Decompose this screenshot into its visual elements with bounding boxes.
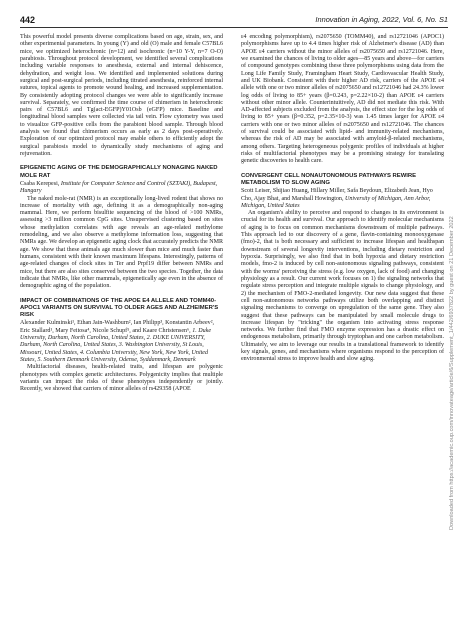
author-names: Scott Leiser, Shijiao Huang, Hillary Miller, Safa Beydoun, Elizabeth Jean, Hyo Cho, Ajay Bhat, and Marshall Howington, — [241, 188, 433, 202]
header-rule — [20, 27, 448, 28]
intro-paragraph: This powerful model presents diverse complications based on age, strain, sex, and other experimental parameters. In young (Y) and old (O) male and female C57BL6 mice, we optimized heterochronic (n=12) and isochronic (n=10 Y-Y, n=7 O-O) parabiosis. Throughout protocol development, we identified several complications including variable responses to anesthesia, external and internal dehiscence, dehydration, and weight loss. We identified and implemented solutions during surgical and post-surgical periods, including titrated anesthesia, reinforced internal sutures, topical agents to promote wound healing, and increased supplementation. By consistently adopting protocol changes we were able to significantly increase survival. Separately, we confirmed the time course of chimerism in heterochronic pairs of C57BL6 and Tg(act-EGFP)Y01Osb (eGFP) mice. Baseline and longitudinal blood samples were collected via tail vein. Flow cytometry was used to visualize GFP-positive cells from the parabiont blood sample. Through blood analysis we found that chimerism occurs as early as 2 days post-operatively. Exploration of our optimized protocol may enable others to efficiently adopt the surgical parabiosis model to dynamically study mechanisms of aging and rejuvenation. — [20, 34, 223, 157]
section-authors-cell-nonautonomous — [241, 188, 444, 210]
section-title-epigenetic-aging: EPIGENETIC AGING OF THE DEMOGRAPHICALLY NONAGING NAKED MOLE RAT — [20, 165, 218, 179]
page-number: 442 — [20, 15, 36, 25]
journal-citation: Innovation in Aging, 2022, Vol. 6, No. S1 — [315, 15, 448, 24]
abstract-body-epigenetic-aging: The naked mole-rat (NMR) is an exceptionally long-lived rodent that shows no increase of mortality with age, defining it as a demographically non-aging mammal. Here, we perform bisulfite sequencing of the blood of >100 NMRs, assessing >3 million common CpG sites. Unsupervised clustering based on sites whose methylation correlates with age reveals an age-related methylome remodeling, and we also observe a methylome information loss, suggesting that NMRs age. We develop an epigenetic aging clock that accurately predicts the NMR age. We show that these animals age much slower than mice and much faster than humans, consistent with their known maximum lifespans. Interestingly, patterns of age-related changes of clock sites in Ter and Prpf19 differ between NMRs and mice, but there are also sites conserved between the two species. Together, the data indicate that NMRs, like other mammals, epigenetically age even in the absence of demographic aging of the population. — [20, 195, 223, 290]
section-authors-apoe — [20, 320, 223, 364]
author-affiliation: 1. Duke University, Durham, North Carolina, United States, 2. DUKE UNIVERSITY, Durham, North Carolina, United States, 3. Washington University, St Louis, Missouri, United States, 4. Columbia University, New York, New York, United States, 5. Southern Denmark University, Odense, Syddanmark, Denmark — [20, 327, 212, 364]
author-affiliation: Institute for Computer Science and Control (SZTAKI), Budapest, Hungary — [20, 180, 218, 195]
page-header — [20, 12, 448, 28]
section-authors-epigenetic-aging — [20, 181, 223, 196]
download-watermark-text: Downloaded from https://academic.oup.com/innovateage/article/6/Supplement_1/442/6937822 by guest on 21 December 2022 — [449, 216, 455, 530]
abstract-body-cell-nonautonomous: An organism's ability to perceive and respond to changes in its environment is crucial for its health and survival. Our approach to identify molecular mechanisms of aging is to focus on common mechanisms downstream of multiple pathways. This approach led to our discovery of a gene, flavin-containing monooxygenase (fmo)-2, that is both necessary and sufficient to increase lifespan and healthspan downstream of several longevity interventions, including dietary restriction and hypoxia. Surprisingly, we also find that in both hypoxia and dietary restriction models, fmo-2 is induced by cell non-autonomous signaling pathways, consistent with the worms' perceiving the stress (e.g. low oxygen, lack of food) and changing physiology as a result. Our current work focuses on 1) the signaling networks that regulate stress perception and integrate multiple signals to change physiology, and 2) the mechanism of FMO-2-mediated longevity. Our new data suggest that these cell non-autonomous networks pathways utilize both overlapping and distinct signaling mechanisms to converge on upregulation of the same gene. They also suggest that these pathways can be manipulated by small molecule drugs to increase lifespan by "tricking" the organism into activating stress response networks. We further find that FMO enzyme expression has a drastic effect on endogenous metabolism, primarily through tryptophan and one carbon metabolism. Ultimately, we aim to leverage our results in a translational framework to identify key signals, genes, and mechanisms where organisms respond to the perception of environmental stress to improve health and slow aging. — [241, 210, 444, 363]
section-title-apoe: IMPACT OF COMBINATIONS OF THE APOE E4 ALLELE AND TOMM40-APOC1 VARIANTS ON SURVIVAL TO OLDER AGES AND ALZHEIMER'S RISK — [20, 297, 219, 319]
abstract-continuation-apoe: ε4 encoding polymorphism), rs2075650 (TOMM40), and rs12721046 (APOC1) polymorphisms have up to 4.4 times higher risk of Alzheimer's disease (AD) than APOE ε4 carriers without the minor alleles of rs2075650 and rs12721046. Here, we examined the chances of living to older ages—85 years and above—for carriers of compound genotypes combining these three polymorphisms using data from the Long Life Family Study, Framingham Heart Study, Cardiovascular Health Study, and UK Biobank. Consistent with their higher AD risk, carriers of the APOE ε4 allele with one or two minor alleles of rs2075650 and rs12721046 had 24.3% lower log odds of living to 85+ years (β=0.243, p=2.22×10-2) than APOE ε4 carriers without other minor allele. Counterintuitively, AD did not mediate this risk. With AD-affected subjects excluded from the analysis, the effect size for the log odds of living to 85+ years (β=0.352, p=2.35×10-3) was 1.45 times larger for APOE ε4 carriers with one or two minor alleles of rs2075650 and rs12721046. The chances of survival could be associated with lipid- and immunity-related mechanisms, whereas the risk of AD may be associated with amyloid-β-related mechanisms, among others. Targeting heterogeneous polygenic profiles of individuals at higher risks of multifactorial phenotypes may be a promising strategy for translating genetic discoveries to health care. — [241, 34, 444, 165]
download-watermark — [451, 20, 467, 610]
section-title-cell-nonautonomous: CONVERGENT CELL NONAUTONOMOUS PATHWAYS REWIRE METABOLISM TO SLOW AGING — [241, 172, 417, 186]
author-affiliation: University of Michigan, Ann Arbor, Michigan, United States — [241, 195, 431, 209]
left-column — [20, 34, 223, 394]
author-names: Alexander Kulminski¹, Ethan Jain-Washburn², Ian Philipp³, Konstantin Arbeev², Eric Stallard¹, Mary Feitosa⁴, Nicole Schupf⁵, and Kaare Christensen⁶, — [20, 320, 215, 334]
author-names: Csaba Kerepesi, — [20, 180, 60, 187]
abstract-body-apoe: Multifactorial diseases, health-related traits, and lifespan are polygenic phenotypes with complex genetic architectures. Polygenicity implies that multiple variants can impact the risks of these phenotypes independently or jointly. Recently, we showed that carriers of minor alleles of rs429358 (APOE — [20, 364, 223, 393]
right-column — [241, 34, 444, 364]
